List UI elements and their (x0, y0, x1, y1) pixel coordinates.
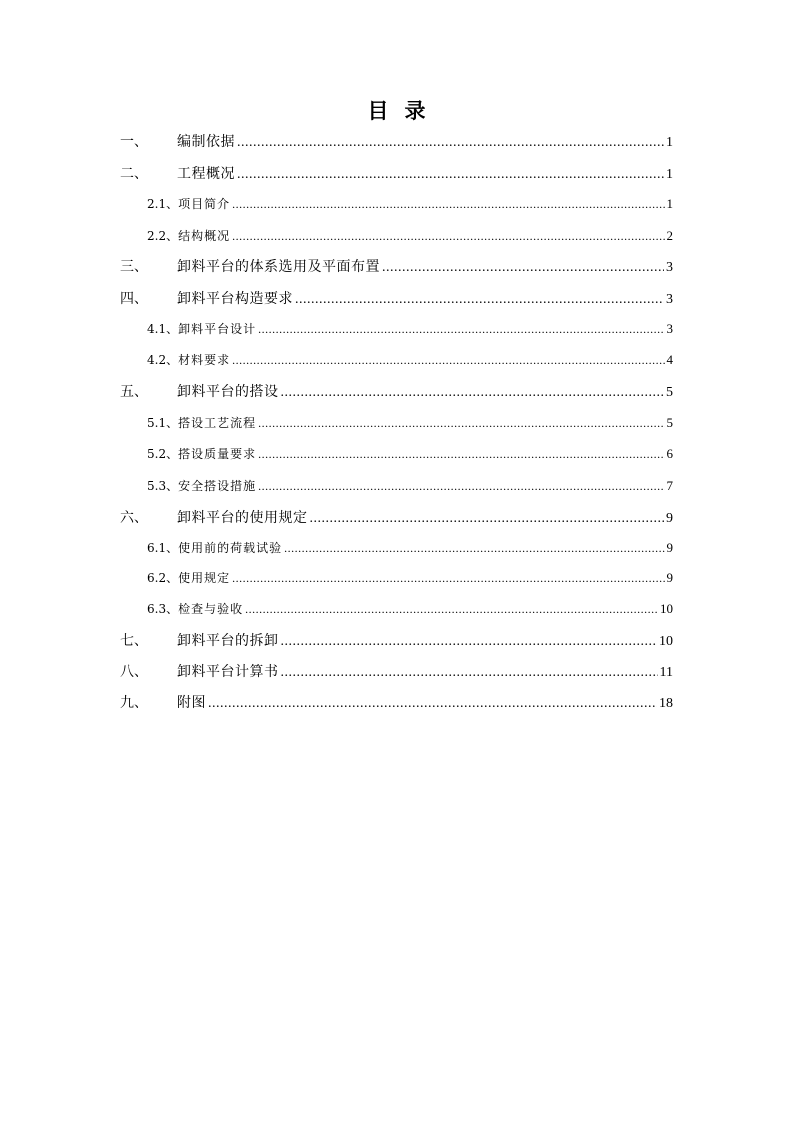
toc-dot-leader (284, 541, 664, 556)
toc-entry-page-number[interactable]: 2 (666, 228, 673, 243)
toc-entry[interactable] (147, 569, 673, 586)
toc-entry[interactable] (120, 692, 673, 712)
toc-entry[interactable] (120, 163, 673, 183)
toc-entry[interactable] (147, 351, 673, 368)
toc-entry-number: 六、 (120, 510, 148, 526)
toc-entry-page-number[interactable]: 9 (666, 540, 673, 555)
toc-entry-page-number[interactable]: 3 (666, 260, 673, 275)
toc-entry-page-number[interactable]: 6 (666, 446, 673, 461)
toc-entry[interactable] (147, 445, 673, 462)
toc-entry[interactable] (147, 195, 673, 212)
toc-entry-number: 一、 (120, 134, 148, 150)
toc-dot-leader (232, 197, 664, 212)
toc-entry-page-number[interactable]: 4 (666, 352, 673, 367)
toc-dot-leader (232, 353, 664, 368)
toc-entry-page-number[interactable]: 1 (666, 135, 673, 150)
toc-dot-leader (232, 571, 664, 586)
toc-entry[interactable] (120, 630, 673, 650)
toc-entry-label[interactable]: 结构概况 (178, 229, 231, 243)
toc-entry-label[interactable]: 卸料平台的体系选用及平面布置 (177, 259, 380, 275)
toc-entry-page-number[interactable]: 3 (666, 321, 673, 336)
toc-entry[interactable] (147, 477, 673, 494)
toc-entry-label[interactable]: 使用前的荷载试验 (178, 541, 283, 555)
toc-entry-page-number[interactable]: 3 (666, 292, 673, 307)
toc-entry[interactable] (147, 414, 673, 431)
toc-entry-label[interactable]: 卸料平台的拆卸 (177, 633, 279, 649)
toc-entry-number: 八、 (120, 664, 148, 680)
toc-entry[interactable] (120, 661, 673, 681)
toc-dot-leader (281, 634, 658, 650)
toc-entry[interactable] (120, 256, 673, 276)
toc-dot-leader (237, 167, 664, 183)
toc-entry-label[interactable]: 工程概况 (177, 166, 235, 182)
toc-entry[interactable] (147, 600, 673, 617)
toc-entry-page-number[interactable]: 1 (666, 196, 673, 211)
toc-dot-leader (310, 511, 665, 527)
toc-entry-page-number[interactable]: 5 (666, 385, 673, 400)
toc-entry-label[interactable]: 卸料平台的使用规定 (177, 510, 308, 526)
toc-entry-number: 2.1、 (147, 197, 179, 211)
toc-dot-leader (258, 322, 664, 337)
toc-dot-leader (281, 665, 658, 681)
toc-dot-leader (258, 416, 664, 431)
toc-entry-label[interactable]: 卸料平台构造要求 (177, 291, 293, 307)
toc-dot-leader (382, 260, 664, 276)
toc-entry[interactable] (147, 227, 673, 244)
toc-dot-leader (237, 135, 664, 151)
toc-entry-number: 七、 (120, 633, 148, 649)
toc-entry-number: 2.2、 (147, 229, 179, 243)
toc-entry[interactable] (147, 539, 673, 556)
toc-entry[interactable] (120, 131, 673, 151)
toc-entry-page-number[interactable]: 9 (666, 570, 673, 585)
toc-entry-label[interactable]: 卸料平台的搭设 (177, 384, 279, 400)
toc-entry[interactable] (120, 288, 673, 308)
toc-dot-leader (245, 602, 658, 617)
toc-entry[interactable] (120, 507, 673, 527)
toc-entry-label[interactable]: 安全搭设措施 (178, 479, 257, 493)
toc-dot-leader (208, 696, 657, 712)
toc-entry-number: 6.2、 (147, 571, 179, 585)
toc-entry-page-number[interactable]: 10 (660, 601, 673, 616)
toc-entry-number: 九、 (120, 695, 148, 711)
toc-dot-leader (232, 229, 664, 244)
toc-entry-label[interactable]: 使用规定 (178, 571, 231, 585)
toc-entry-page-number[interactable]: 18 (659, 696, 673, 711)
toc-entry-number: 4.1、 (147, 322, 179, 336)
toc-entry[interactable] (147, 320, 673, 337)
toc-dot-leader (258, 479, 664, 494)
toc-entry-label[interactable]: 检查与验收 (178, 602, 244, 616)
toc-entry-page-number[interactable]: 1 (666, 167, 673, 182)
toc-entry-number: 二、 (120, 166, 148, 182)
toc-entry-page-number[interactable]: 9 (666, 511, 673, 526)
toc-entry-label[interactable]: 卸料平台计算书 (177, 664, 279, 680)
toc-entry-label[interactable]: 搭设质量要求 (178, 447, 257, 461)
toc-dot-leader (281, 385, 665, 401)
toc-entry[interactable] (120, 381, 673, 401)
toc-entry-page-number[interactable]: 10 (659, 634, 673, 649)
toc-title: 目录 (367, 99, 442, 123)
toc-entry-number: 4.2、 (147, 353, 179, 367)
toc-entry-page-number[interactable]: 7 (666, 478, 673, 493)
toc-entry-number: 五、 (120, 384, 148, 400)
toc-entry-label[interactable]: 搭设工艺流程 (178, 416, 257, 430)
toc-entry-label[interactable]: 材料要求 (178, 353, 231, 367)
toc-entry-page-number[interactable]: 11 (659, 665, 673, 680)
toc-entry-number: 三、 (120, 259, 148, 275)
toc-dot-leader (295, 292, 664, 308)
toc-dot-leader (258, 447, 664, 462)
toc-entry-number: 6.3、 (147, 602, 179, 616)
toc-entry-number: 6.1、 (147, 541, 179, 555)
toc-entry-number: 5.3、 (147, 479, 179, 493)
toc-entry-label[interactable]: 项目简介 (178, 197, 231, 211)
toc-entry-number: 5.2、 (147, 447, 179, 461)
toc-entry-number: 5.1、 (147, 416, 179, 430)
toc-entry-page-number[interactable]: 5 (666, 415, 673, 430)
toc-entry-label[interactable]: 卸料平台设计 (178, 322, 257, 336)
toc-entry-label[interactable]: 附图 (177, 695, 206, 711)
toc-entry-label[interactable]: 编制依据 (177, 134, 235, 150)
toc-entry-number: 四、 (120, 291, 148, 307)
